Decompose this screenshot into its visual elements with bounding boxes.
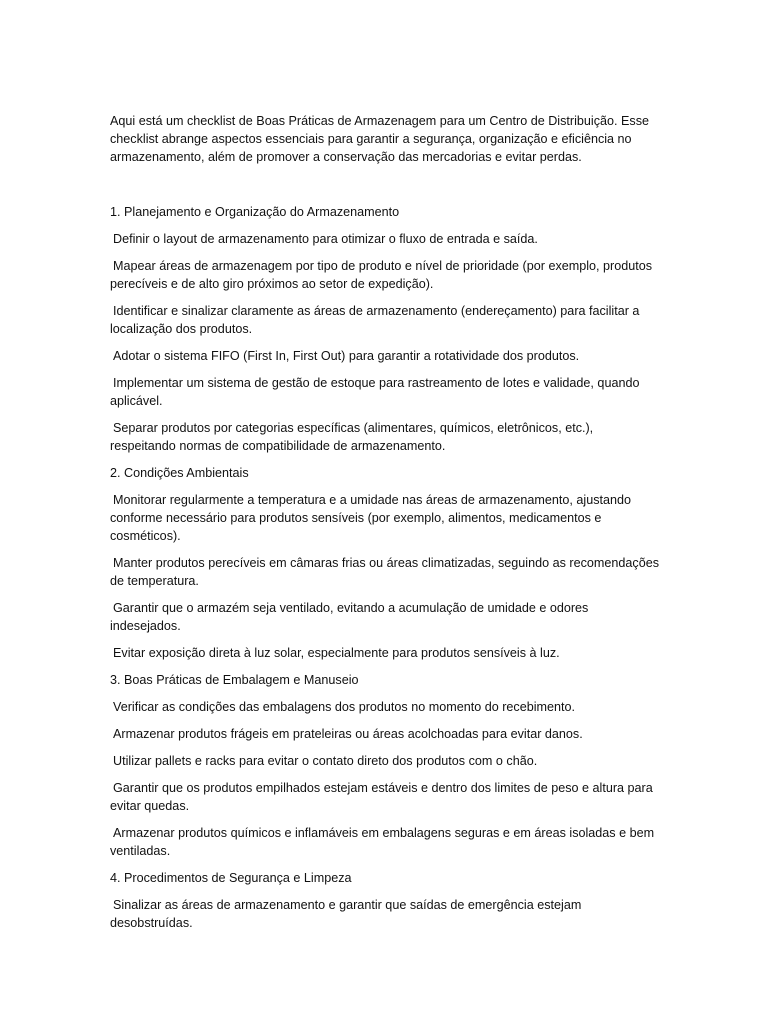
checklist-item: Monitorar regularmente a temperatura e a umidade nas áreas de armazenamento, ajustando conforme necessário para produtos sensíveis (por exemplo, alimentos, medicamentos e cosméticos).	[110, 493, 632, 543]
checklist-item: Sinalizar as áreas de armazenamento e garantir que saídas de emergência estejam desobstruídas.	[110, 898, 582, 930]
checklist-item: Separar produtos por categorias específicas (alimentares, químicos, eletrônicos, etc.), respeitando normas de compatibilidade de armazenamento.	[110, 421, 594, 453]
checklist-item: Adotar o sistema FIFO (First In, First Out) para garantir a rotatividade dos produtos.	[113, 349, 580, 363]
section-title-planejamento: 1. Planejamento e Organização do Armazenamento	[110, 205, 400, 219]
checklist-item: Manter produtos perecíveis em câmaras frias ou áreas climatizadas, seguindo as recomendações de temperatura.	[110, 556, 659, 588]
checklist-item: Definir o layout de armazenamento para otimizar o fluxo de entrada e saída.	[113, 232, 538, 246]
checklist-item: Utilizar pallets e racks para evitar o contato direto dos produtos com o chão.	[113, 754, 538, 768]
checklist-item: Verificar as condições das embalagens dos produtos no momento do recebimento.	[113, 700, 576, 714]
checklist-item: Identificar e sinalizar claramente as áreas de armazenamento (endereçamento) para facilitar a localização dos produtos.	[110, 304, 640, 336]
section-title-condicoes-ambientais: 2. Condições Ambientais	[110, 466, 249, 480]
checklist-item: Armazenar produtos frágeis em prateleiras ou áreas acolchoadas para evitar danos.	[113, 727, 583, 741]
checklist-item: Garantir que os produtos empilhados estejam estáveis e dentro dos limites de peso e altura para evitar quedas.	[110, 781, 653, 813]
section-title-seguranca-limpeza: 4. Procedimentos de Segurança e Limpeza	[110, 871, 352, 885]
checklist-item: Implementar um sistema de gestão de estoque para rastreamento de lotes e validade, quando aplicável.	[110, 376, 640, 408]
document-page	[110, 112, 660, 932]
checklist-item: Evitar exposição direta à luz solar, especialmente para produtos sensíveis à luz.	[113, 646, 560, 660]
intro-paragraph: Aqui está um checklist de Boas Práticas de Armazenagem para um Centro de Distribuição. Esse checklist abrange aspectos essenciais para garantir a segurança, organização e eficiência no armazenamento, além de promover a conservação das mercadorias e evitar perdas.	[110, 114, 649, 164]
checklist-item: Mapear áreas de armazenagem por tipo de produto e nível de prioridade (por exemplo, produtos perecíveis e de alto giro próximos ao setor de expedição).	[110, 259, 653, 291]
checklist-item: Armazenar produtos químicos e inflamáveis em embalagens seguras e em áreas isoladas e bem ventiladas.	[110, 826, 655, 858]
checklist-item: Garantir que o armazém seja ventilado, evitando a acumulação de umidade e odores indesejados.	[110, 601, 589, 633]
section-title-embalagem-manuseio: 3. Boas Práticas de Embalagem e Manuseio	[110, 673, 359, 687]
